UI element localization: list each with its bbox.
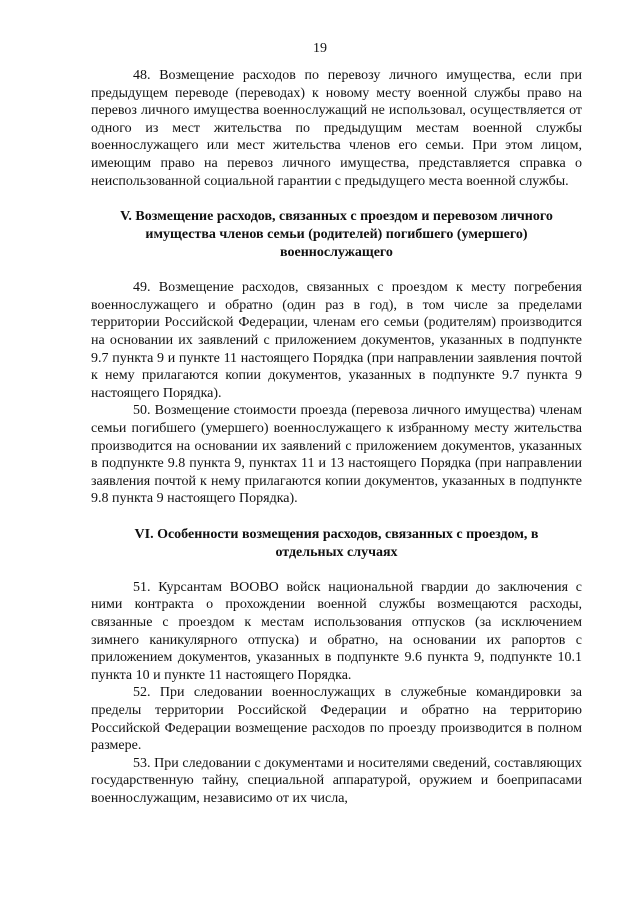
document-body: [91, 67, 582, 808]
spacer: [91, 508, 582, 526]
paragraph-48: 48. Возмещение расходов по перевозу личного имущества, если при предыдущем переводе (переводах) к новому месту военной службы право на перевоз личного имущества военнослужащий не использовал, осуществляется от одного из мест жительства по предыдущим местам военной службы военнослужащего или мест жительства членов его семьи. При этом лицом, имеющим право на перевоз личного имущества, представляется справка о неиспользованной социальной гарантии с предыдущего места военной службы.: [91, 68, 582, 189]
paragraph-49: 49. Возмещение расходов, связанных с проездом к месту погребения военнослужащего и обратно (один раз в год), в том числе за пределами территории Российской Федерации, членам его семьи (родителям) производится на основании их заявлений с приложением документов, указанных в подпункте 9.7 пункта 9 и пункте 11 настоящего Порядка (при направлении заявления почтой к нему прилагаются копии документов, указанных в подпункте 9.7 пункта 9 настоящего Порядка).: [91, 280, 582, 401]
spacer: [91, 562, 582, 579]
paragraph-53: 53. При следовании с документами и носителями сведений, составляющих государственную тайну, специальной аппаратурой, оружием и боеприпасами военнослужащим, независимо от их числа,: [91, 755, 582, 806]
page-number: 19: [313, 41, 327, 56]
section-heading-vi: VI. Особенности возмещения расходов, связанных с проездом, в отдельных случаях: [134, 526, 539, 560]
spacer: [91, 190, 582, 208]
paragraph-51: 51. Курсантам ВООВО войск национальной гвардии до заключения с ними контракта о прохождении военной службы возмещаются расходы, связанные с проездом к местам использования отпусков (за исключением зимнего каникулярного отпуска) и обратно, на основании их рапортов с приложением документов, указанных в подпункте 9.6 пункта 9, подпункте 10.1 пункта 10 и пункте 11 настоящего Порядка.: [91, 579, 582, 683]
spacer: [91, 262, 582, 279]
section-heading-v: V. Возмещение расходов, связанных с проездом и перевозом личного имущества членов семьи (родителей) погибшего (умершего) военнослужащего: [120, 209, 553, 261]
paragraph-52: 52. При следовании военнослужащих в служебные командировки за пределы территории Российской Федерации и обратно на территорию Российской Федерации возмещение расходов по проезду производится в полном размере.: [91, 685, 582, 754]
paragraph-50: 50. Возмещение стоимости проезда (перевоза личного имущества) членам семьи погибшего (умершего) военнослужащего к избранному месту жительства производится на основании их заявлений с приложением документов, указанных в подпункте 9.8 пункта 9, пунктах 11 и 13 настоящего Порядка (при направлении заявления почтой к нему прилагаются копии документов, указанных в подпункте 9.8 пункта 9 настоящего Порядка).: [91, 403, 582, 507]
